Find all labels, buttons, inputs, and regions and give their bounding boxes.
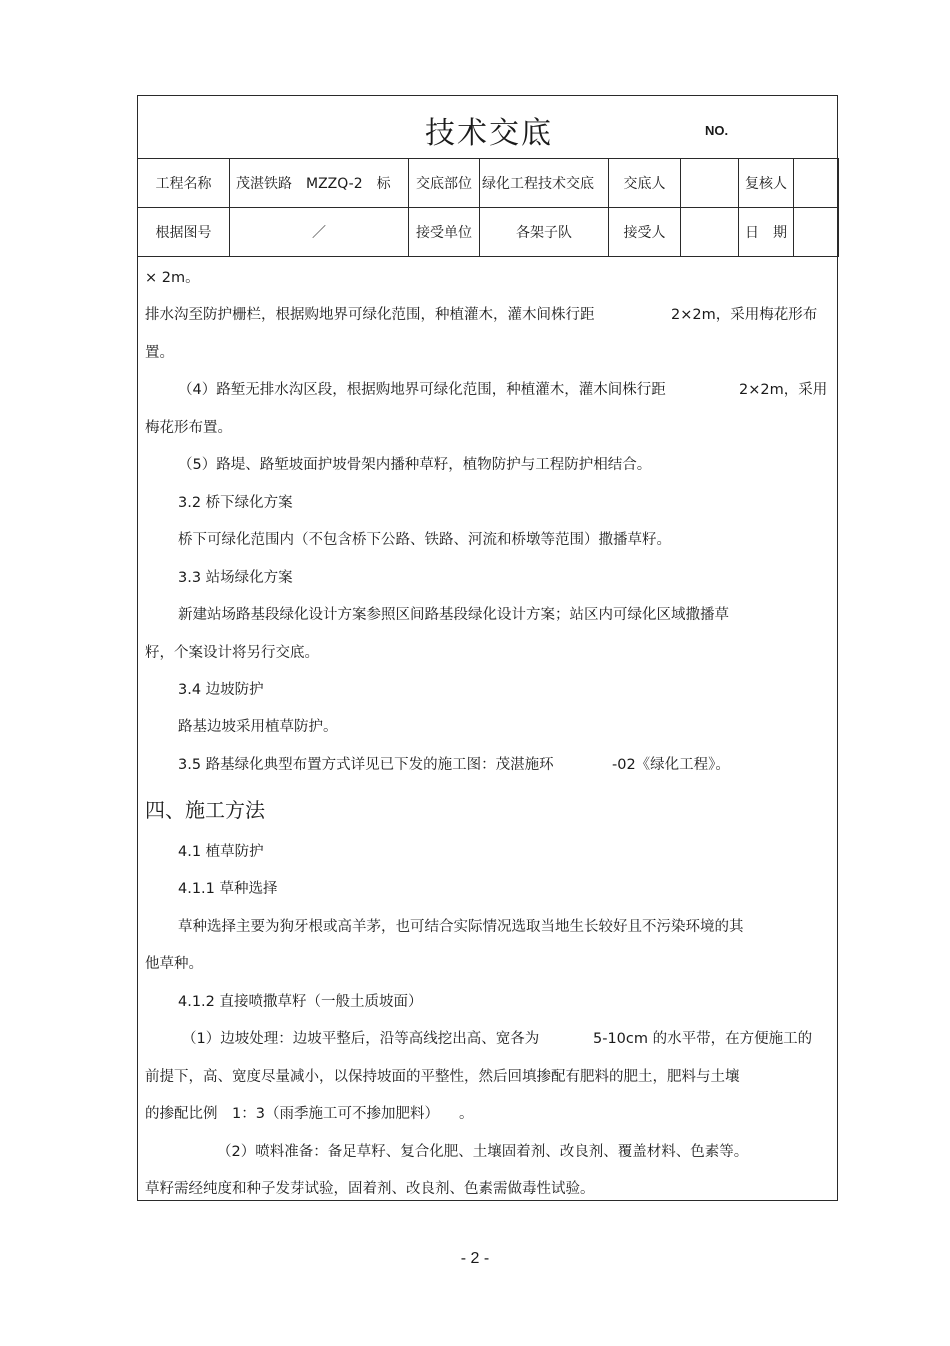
receiving-unit-label: 接受单位	[409, 208, 480, 257]
date-value	[794, 208, 839, 257]
paragraph-line: 2×2m，采用	[739, 382, 828, 398]
paragraph-line: 桥下可绿化范围内（不包含桥下公路、铁路、河流和桥墩等范围）撒播草籽。	[178, 532, 671, 548]
project-name-value: 茂湛铁路 MZZQ-2 标	[230, 159, 409, 208]
section-heading: 4.1.1 草种选择	[178, 881, 278, 897]
receiver-value	[681, 208, 739, 257]
info-table	[137, 158, 839, 257]
discloser-value	[681, 159, 739, 208]
chapter-heading: 四、施工方法	[145, 798, 265, 822]
paragraph-line: 路基边坡采用植草防护。	[178, 719, 338, 735]
section-heading: 3.3 站场绿化方案	[178, 570, 293, 586]
paragraph-line: 前提下，高、宽度尽量减小，以保持坡面的平整性，然后回填掺配有肥料的肥土，肥料与土壤	[145, 1069, 740, 1085]
paragraph-line: 梅花形布置。	[145, 420, 232, 436]
paragraph-line: （1）边坡处理：边坡平整后，沿等高线挖出高、宽各为	[182, 1031, 540, 1047]
section-heading: 3.4 边坡防护	[178, 682, 264, 698]
discloser-label: 交底人	[609, 159, 681, 208]
table-row	[138, 159, 839, 208]
paragraph-line: 排水沟至防护栅栏，根据购地界可绿化范围，种植灌木，灌木间株行距	[145, 307, 595, 323]
drawing-number-label: 根据图号	[138, 208, 230, 257]
receiver-label: 接受人	[609, 208, 681, 257]
reviewer-value	[794, 159, 839, 208]
page-number: - 2 -	[460, 1250, 490, 1267]
paragraph-line: 他草种。	[145, 956, 203, 972]
section-heading: 4.1.2 直接喷撒草籽（一般土质坡面）	[178, 994, 423, 1010]
paragraph-line: 2×2m，采用梅花形布	[671, 307, 818, 323]
project-name-label: 工程名称	[138, 159, 230, 208]
reviewer-label: 复核人	[739, 159, 794, 208]
title-row	[138, 96, 837, 159]
paragraph-line: 的掺配比例 1：3（雨季施工可不掺加肥料）	[145, 1106, 439, 1122]
paragraph-line: 草种选择主要为狗牙根或高羊茅，也可结合实际情况选取当地生长较好且不污染环境的其	[178, 919, 744, 935]
disclosure-part-label: 交底部位	[409, 159, 480, 208]
date-label: 日 期	[739, 208, 794, 257]
receiving-unit-value: 各架子队	[480, 208, 609, 257]
paragraph-line: （4）路堑无排水沟区段，根据购地界可绿化范围，种植灌木，灌木间株行距	[178, 382, 666, 398]
paragraph-line: × 2m。	[145, 270, 200, 286]
paragraph-line: 新建站场路基段绿化设计方案参照区间路基段绿化设计方案；站区内可绿化区域撒播草	[178, 607, 729, 623]
section-heading: 3.2 桥下绿化方案	[178, 495, 293, 511]
paragraph-line: 草籽需经纯度和种子发芽试验，固着剂、改良剂、色素需做毒性试验。	[145, 1181, 595, 1197]
paragraph-line: 。	[459, 1106, 474, 1122]
document-title: 技术交底	[425, 116, 553, 151]
paragraph-line: 5-10cm 的水平带，在方便施工的	[593, 1031, 813, 1047]
paragraph-line: （5）路堤、路堑坡面护坡骨架内播种草籽，植物防护与工程防护相结合。	[178, 457, 652, 473]
paragraph-line: 籽，个案设计将另行交底。	[145, 645, 319, 661]
paragraph-line: 3.5 路基绿化典型布置方式详见已下发的施工图：茂湛施环	[178, 757, 554, 773]
paragraph-line: 置。	[145, 345, 174, 361]
number-label: NO.	[705, 123, 729, 138]
table-row	[138, 208, 839, 257]
drawing-number-value: ／	[230, 208, 409, 257]
section-heading: 4.1 植草防护	[178, 844, 264, 860]
paragraph-line: （2）喷料准备：备足草籽、复合化肥、土壤固着剂、改良剂、覆盖材料、色素等。	[217, 1144, 749, 1160]
disclosure-part-value: 绿化工程技术交底	[480, 159, 609, 208]
paragraph-line: -02《绿化工程》。	[612, 757, 730, 773]
